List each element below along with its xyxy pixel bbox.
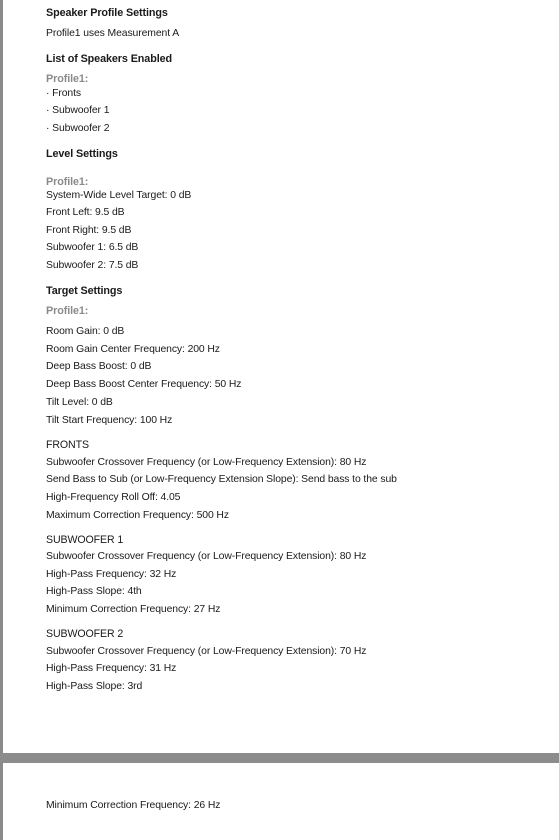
speaker-profile-text: Profile1 uses Measurement A [46, 28, 180, 39]
fronts-heading: FRONTS [46, 439, 89, 451]
fronts-item: High-Frequency Roll Off: 4.05 [46, 492, 181, 503]
speaker-list-item: · Subwoofer 1 [46, 105, 110, 116]
fronts-item: Subwoofer Crossover Frequency (or Low-Frequency Extension): 80 Hz [46, 457, 367, 468]
level-item: Front Left: 9.5 dB [46, 207, 125, 218]
level-item: System-Wide Level Target: 0 dB [46, 190, 192, 201]
subwoofer1-item: High-Pass Frequency: 32 Hz [46, 569, 177, 580]
target-settings-heading: Target Settings [46, 285, 123, 297]
target-item: Room Gain: 0 dB [46, 326, 125, 337]
speakers-enabled-profile-label: Profile1: [46, 73, 89, 85]
speaker-list-item: · Fronts [46, 88, 81, 99]
speaker-list-item: · Subwoofer 2 [46, 123, 110, 134]
subwoofer2-item: High-Pass Slope: 3rd [46, 681, 143, 692]
speakers-enabled-heading: List of Speakers Enabled [46, 53, 173, 65]
subwoofer1-item: High-Pass Slope: 4th [46, 586, 142, 597]
subwoofer1-heading: SUBWOOFER 1 [46, 534, 124, 546]
target-item: Room Gain Center Frequency: 200 Hz [46, 344, 220, 355]
subwoofer2-item: High-Pass Frequency: 31 Hz [46, 663, 177, 674]
target-item: Deep Bass Boost: 0 dB [46, 361, 152, 372]
subwoofer2-heading: SUBWOOFER 2 [46, 628, 124, 640]
target-item: Deep Bass Boost Center Frequency: 50 Hz [46, 379, 242, 390]
target-item: Tilt Start Frequency: 100 Hz [46, 415, 173, 426]
fronts-item: Maximum Correction Frequency: 500 Hz [46, 510, 229, 521]
fronts-item: Send Bass to Sub (or Low-Frequency Extension Slope): Send bass to the sub [46, 474, 397, 485]
speaker-profile-heading: Speaker Profile Settings [46, 7, 168, 19]
subwoofer1-item: Subwoofer Crossover Frequency (or Low-Frequency Extension): 80 Hz [46, 551, 367, 562]
subwoofer1-item: Minimum Correction Frequency: 27 Hz [46, 604, 221, 615]
level-item: Subwoofer 2: 7.5 dB [46, 260, 139, 271]
level-item: Front Right: 9.5 dB [46, 225, 132, 236]
level-item: Subwoofer 1: 6.5 dB [46, 242, 139, 253]
document-page-2 [0, 763, 559, 840]
subwoofer2-item: Minimum Correction Frequency: 26 Hz [46, 800, 221, 811]
target-item: Tilt Level: 0 dB [46, 397, 113, 408]
page-break-divider [0, 753, 559, 763]
target-settings-profile-label: Profile1: [46, 305, 89, 317]
level-settings-profile-label: Profile1: [46, 176, 89, 188]
level-settings-heading: Level Settings [46, 148, 118, 160]
subwoofer2-item: Subwoofer Crossover Frequency (or Low-Frequency Extension): 70 Hz [46, 646, 367, 657]
